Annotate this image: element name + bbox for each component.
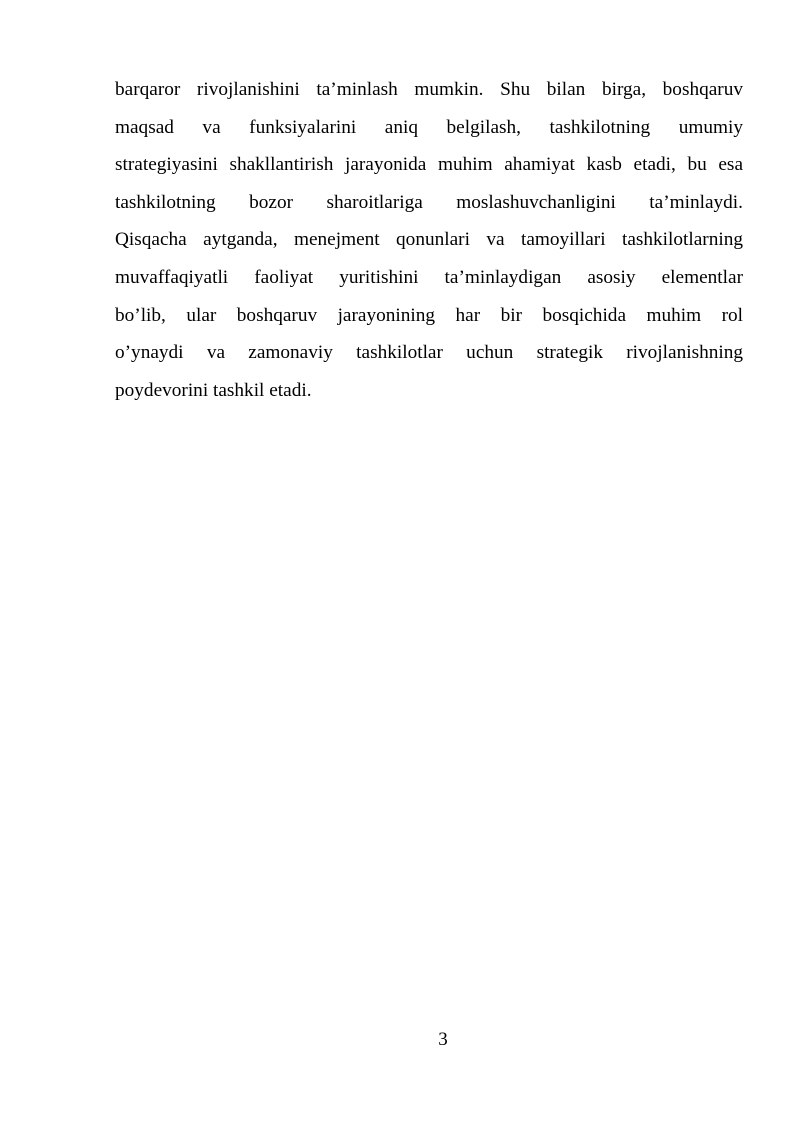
- paragraph-line: Qisqacha aytganda, menejment qonunlari va tamoyillari tashkilotlarning: [115, 229, 743, 251]
- page-number: 3: [438, 1029, 448, 1050]
- paragraph-line: tashkilotning bozor sharoitlariga moslashuvchanligini ta’minlaydi.: [115, 191, 743, 213]
- paragraph-line: bo’lib, ular boshqaruv jarayonining har bir bosqichida muhim rol: [115, 304, 743, 326]
- paragraph-line: poydevorini tashkil etadi.: [115, 379, 312, 401]
- paragraph-line: o’ynaydi va zamonaviy tashkilotlar uchun strategik rivojlanishning: [115, 342, 743, 364]
- paragraph-line: strategiyasini shakllantirish jarayonida muhim ahamiyat kasb etadi, bu esa: [115, 154, 743, 176]
- body-paragraph: [115, 71, 743, 409]
- paragraph-line: maqsad va funksiyalarini aniq belgilash, tashkilotning umumiy: [115, 116, 743, 138]
- paragraph-line: barqaror rivojlanishini ta’minlash mumkin. Shu bilan birga, boshqaruv: [115, 79, 743, 100]
- paragraph-line: muvaffaqiyatli faoliyat yuritishini ta’minlaydigan asosiy elementlar: [115, 266, 743, 288]
